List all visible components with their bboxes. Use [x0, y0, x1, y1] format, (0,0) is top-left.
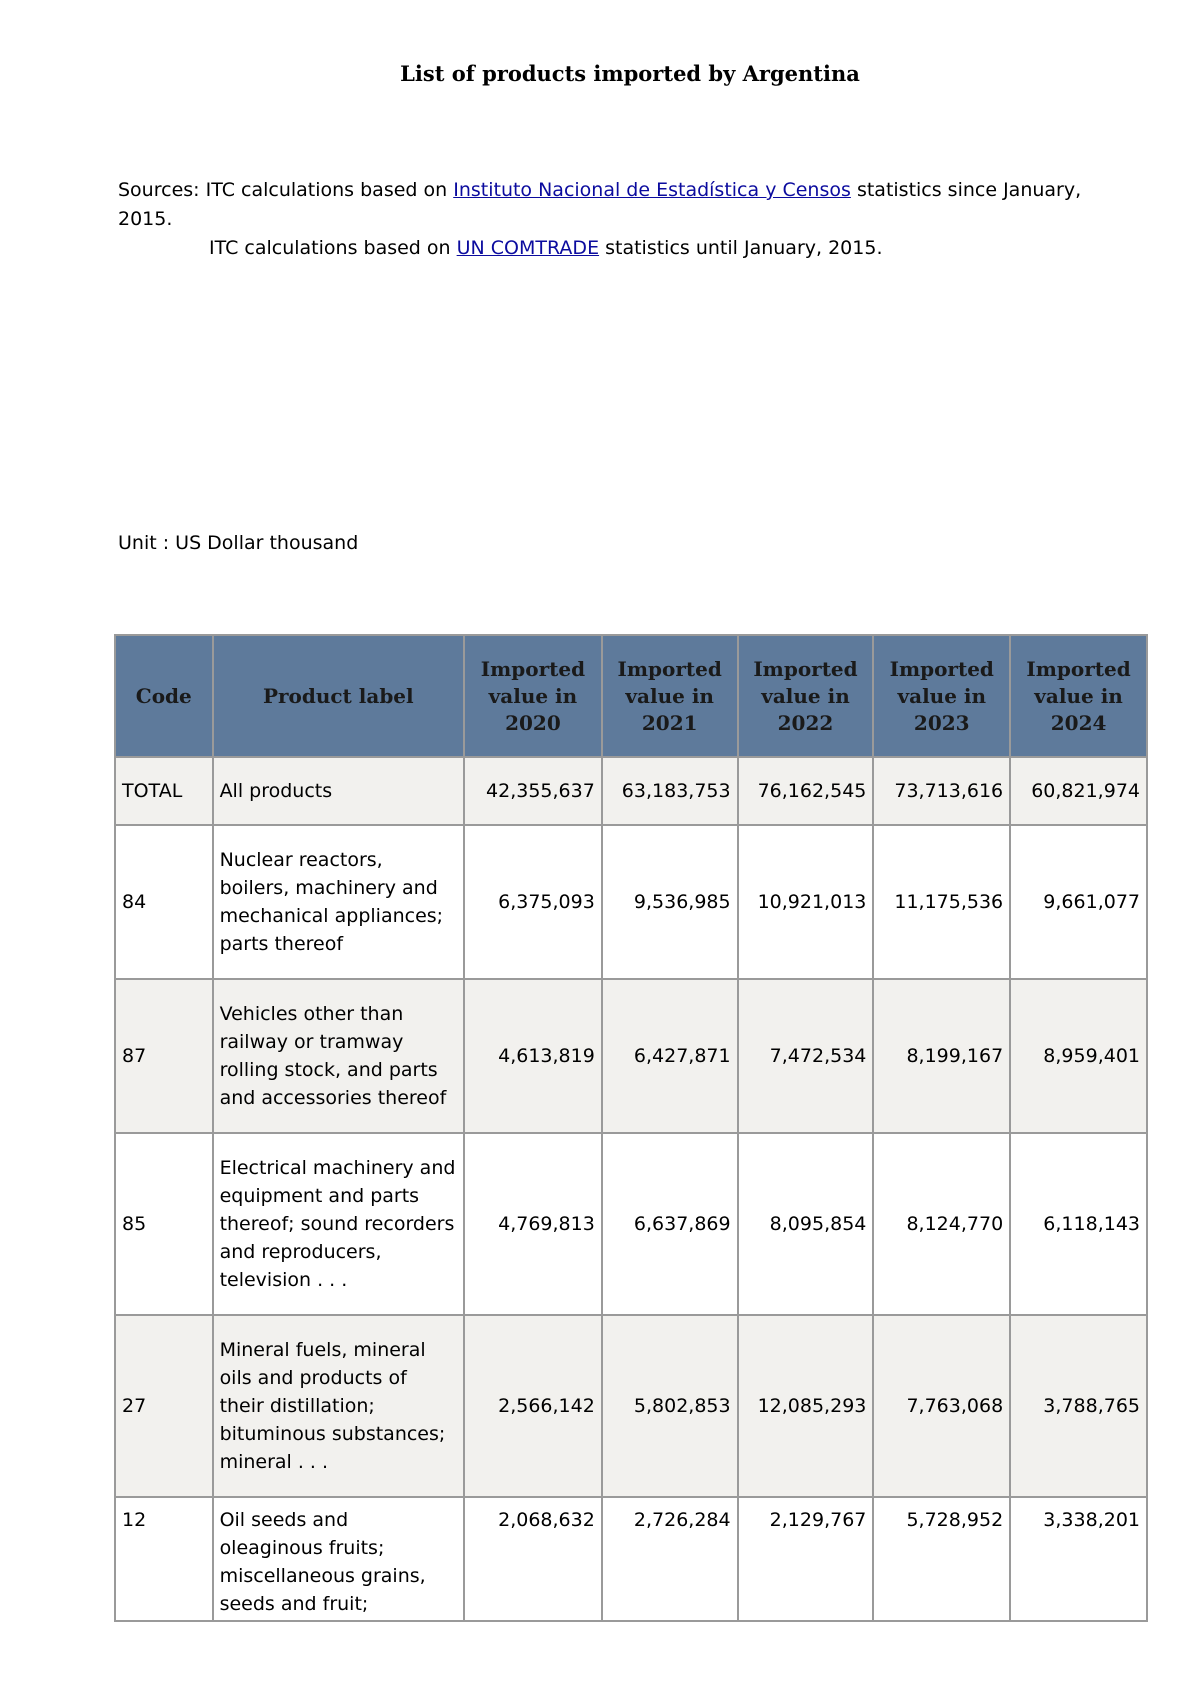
sources-suffix-1: statistics since January, 2015. [118, 179, 1082, 230]
cell-value-2022: 76,162,545 [738, 757, 874, 825]
cell-code: 27 [115, 1315, 213, 1497]
header-value-2021: Imported value in 2021 [602, 635, 738, 757]
header-product-label: Product label [213, 635, 464, 757]
cell-value-2024: 3,338,201 [1010, 1497, 1147, 1621]
cell-value-2024: 9,661,077 [1010, 825, 1147, 979]
cell-value-2021: 6,427,871 [602, 979, 738, 1133]
cell-value-2020: 4,769,813 [464, 1133, 602, 1315]
unit-label: Unit : US Dollar thousand [118, 532, 359, 554]
cell-value-2021: 5,802,853 [602, 1315, 738, 1497]
cell-value-2024: 8,959,401 [1010, 979, 1147, 1133]
products-table [114, 634, 1148, 1622]
cell-product-label: Vehicles other than railway or tramway rolling stock, and parts and accessories thereof [213, 979, 464, 1133]
sources-suffix-2: statistics until January, 2015. [599, 237, 883, 259]
cell-value-2024: 60,821,974 [1010, 757, 1147, 825]
cell-value-2020: 6,375,093 [464, 825, 602, 979]
cell-code: 84 [115, 825, 213, 979]
cell-value-2020: 4,613,819 [464, 979, 602, 1133]
cell-value-2021: 9,536,985 [602, 825, 738, 979]
sources-prefix-2: ITC calculations based on [209, 237, 457, 259]
cell-value-2023: 73,713,616 [873, 757, 1010, 825]
cell-value-2023: 5,728,952 [873, 1497, 1010, 1621]
indec-link[interactable]: Instituto Nacional de Estadística y Censos [453, 179, 851, 201]
cell-value-2022: 2,129,767 [738, 1497, 874, 1621]
cell-product-label: Nuclear reactors, boilers, machinery and mechanical appliances; parts thereof [213, 825, 464, 979]
cell-code: 87 [115, 979, 213, 1133]
header-value-2024: Imported value in 2024 [1010, 635, 1147, 757]
cell-value-2022: 12,085,293 [738, 1315, 874, 1497]
table-row [115, 1315, 1147, 1497]
cell-value-2023: 7,763,068 [873, 1315, 1010, 1497]
cell-value-2024: 6,118,143 [1010, 1133, 1147, 1315]
comtrade-link[interactable]: UN COMTRADE [456, 237, 600, 259]
cell-value-2023: 8,124,770 [873, 1133, 1010, 1315]
cell-value-2022: 7,472,534 [738, 979, 874, 1133]
cell-value-2020: 2,068,632 [464, 1497, 602, 1621]
header-code: Code [115, 635, 213, 757]
table-row [115, 757, 1147, 825]
page-title: List of products imported by Argentina [400, 61, 860, 86]
cell-value-2020: 2,566,142 [464, 1315, 602, 1497]
cell-code: 85 [115, 1133, 213, 1315]
cell-code: 12 [115, 1497, 213, 1621]
cell-value-2023: 11,175,536 [873, 825, 1010, 979]
cell-value-2022: 10,921,013 [738, 825, 874, 979]
cell-value-2023: 8,199,167 [873, 979, 1010, 1133]
table-row [115, 1133, 1147, 1315]
sources-prefix-1: Sources: ITC calculations based on [118, 179, 454, 201]
cell-product-label: Electrical machinery and equipment and parts thereof; sound recorders and reproducers, television . . . [213, 1133, 464, 1315]
table-row [115, 979, 1147, 1133]
table-row [115, 825, 1147, 979]
header-value-2023: Imported value in 2023 [873, 635, 1010, 757]
cell-product-label: Mineral fuels, mineral oils and products of their distillation; bituminous substances; mineral . . . [213, 1315, 464, 1497]
cell-code: TOTAL [115, 757, 213, 825]
header-value-2020: Imported value in 2020 [464, 635, 602, 757]
sources-line-2 [118, 234, 1118, 263]
cell-product-label: All products [213, 757, 464, 825]
table-row [115, 1497, 1147, 1621]
cell-value-2021: 6,637,869 [602, 1133, 738, 1315]
cell-product-label: Oil seeds and oleaginous fruits; miscellaneous grains, seeds and fruit; [213, 1497, 464, 1621]
cell-value-2021: 2,726,284 [602, 1497, 738, 1621]
sources-line-1 [118, 176, 1118, 234]
cell-value-2022: 8,095,854 [738, 1133, 874, 1315]
cell-value-2021: 63,183,753 [602, 757, 738, 825]
table-header-row [115, 635, 1147, 757]
header-value-2022: Imported value in 2022 [738, 635, 874, 757]
cell-value-2024: 3,788,765 [1010, 1315, 1147, 1497]
sources-block [118, 176, 1118, 263]
cell-value-2020: 42,355,637 [464, 757, 602, 825]
